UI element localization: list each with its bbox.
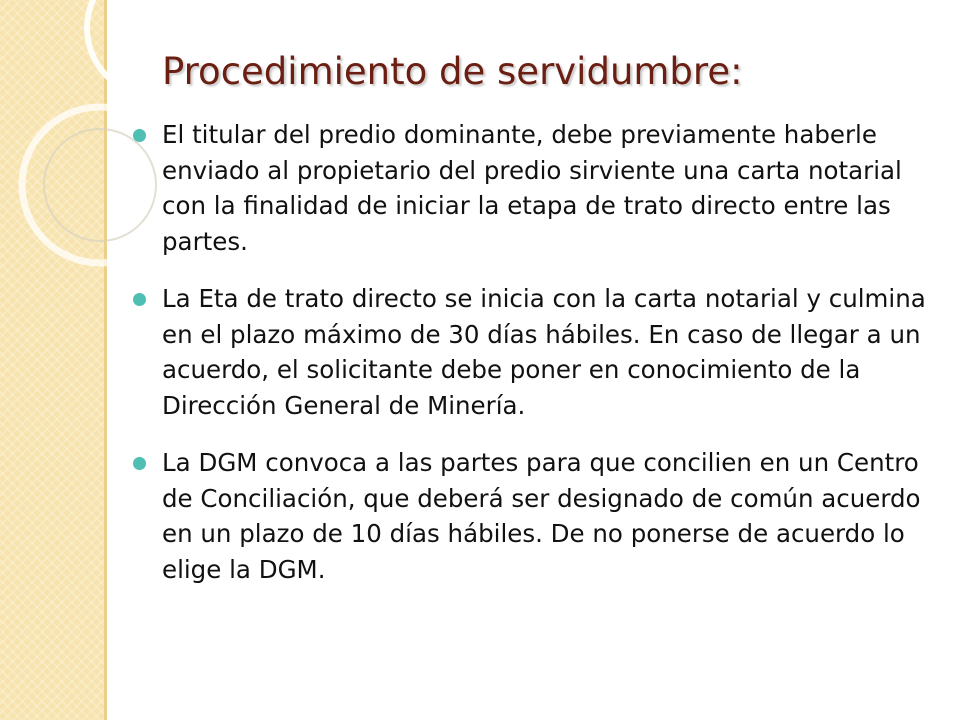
bullet-item xyxy=(130,281,930,423)
circle-bullet-icon xyxy=(133,293,146,306)
bullet-text: La Eta de trato directo se inicia con la carta notarial y culmina en el plazo máximo de 30 días hábiles. En caso de llegar a un acuerdo, el solicitante debe poner en conocimiento de la Dirección General de Minería. xyxy=(162,284,926,420)
bullet-item xyxy=(130,117,930,259)
bullet-text: La DGM convoca a las partes para que concilien en un Centro de Conciliación, que deberá ser designado de común acuerdo en un plazo de 10 días hábiles. De no ponerse de acuerdo lo elige la DGM. xyxy=(162,448,921,584)
circle-bullet-icon xyxy=(133,457,146,470)
bullet-item xyxy=(130,445,930,587)
bullet-text: El titular del predio dominante, debe previamente haberle enviado al propietario del predio sirviente una carta notarial con la finalidad de iniciar la etapa de trato directo entre las partes. xyxy=(162,120,902,256)
bullet-list xyxy=(130,117,930,609)
circle-bullet-icon xyxy=(133,129,146,142)
slide-title: Procedimiento de servidumbre: xyxy=(162,50,743,93)
